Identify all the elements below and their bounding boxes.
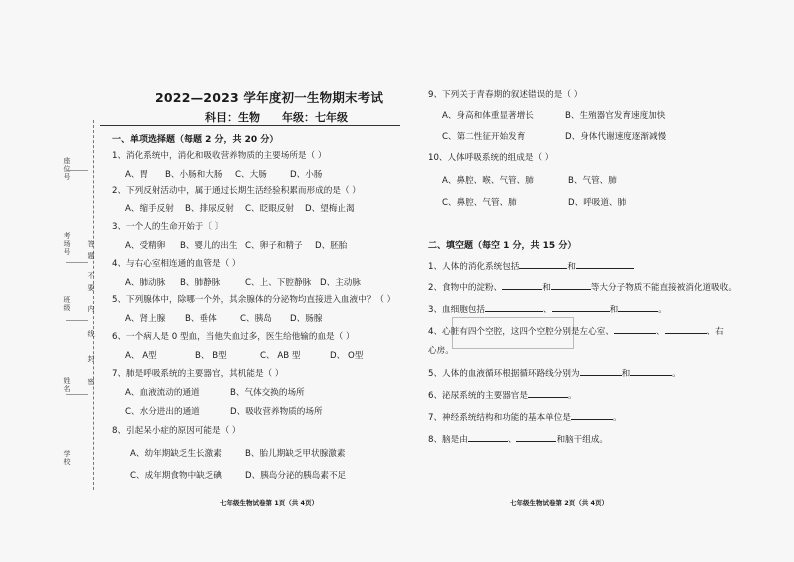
answer-blank[interactable] [502, 280, 542, 290]
option: A、幼年期缺乏生长激素 [130, 449, 222, 459]
answer-blank[interactable] [614, 324, 656, 334]
fill-line [66, 320, 88, 321]
question-stem: 3、一个人的生命开始于〔 〕 [112, 222, 224, 232]
header-divider [100, 125, 400, 126]
fill-text: 和 [621, 369, 631, 379]
fill-text: 5、人体的血液循环根据循环路线分别为 [428, 369, 580, 379]
name-label: 姓名 [63, 377, 71, 393]
option: D、呼吸道、肺 [568, 198, 627, 208]
option: A、胃 [125, 170, 149, 180]
option: D、吸收营养物质的场所 [230, 407, 323, 417]
fill-question [428, 324, 724, 337]
fill-text: 2、食物中的淀粉、 [428, 283, 503, 293]
option: D、胰岛分泌的胰岛素不足 [245, 471, 347, 481]
option: A、 A型 [125, 351, 157, 361]
option: D、身体代谢速度逐渐减慢 [565, 132, 667, 142]
fill-text: 和 [609, 305, 619, 315]
fill-text-continued: 心房。 [428, 346, 454, 356]
fill-text: 6、泌尿系统的主要器官是 [428, 391, 528, 401]
fill-line [66, 394, 88, 395]
question-stem: 7、肺是呼吸系统的主要器官，其机能是（ ） [112, 369, 284, 379]
fill-line [66, 262, 88, 263]
seal-char: 内 [87, 305, 95, 313]
option: C、鼻腔、气管、肺 [442, 198, 517, 208]
school-label: 学校 [63, 450, 71, 466]
option: C、成年期食物中缺乏碘 [130, 471, 222, 481]
answer-blank[interactable] [580, 366, 622, 376]
option: C、水分进出的通道 [125, 407, 200, 417]
fill-text: 和脑干组成。 [556, 435, 609, 445]
seal-char: 密 [87, 378, 95, 386]
seal-char: 答 [87, 240, 95, 248]
class-label: 班级 [63, 296, 71, 312]
option: B、肺静脉 [180, 278, 221, 288]
grade-label: 年级：七年级 [282, 111, 348, 124]
option: B、排尿反射 [185, 204, 234, 214]
fill-question [428, 259, 634, 272]
answer-blank[interactable] [516, 432, 556, 442]
fill-question [428, 388, 577, 401]
answer-blank[interactable] [468, 432, 508, 442]
option: D、小肠 [290, 170, 323, 180]
option: A、缩手反射 [125, 204, 174, 214]
fill-text: 等大分子物质不能直接被消化道吸收。 [590, 283, 737, 293]
fill-text: 、右 [706, 327, 724, 337]
option: B、生殖器官发育速度加快 [565, 111, 666, 121]
option: B、气体交换的场所 [230, 388, 305, 398]
fill-question [428, 366, 681, 379]
option: D、肠腺 [290, 314, 323, 324]
seat-number-label: 座位号 [63, 157, 71, 181]
option: B、 B型 [195, 351, 227, 361]
option: C、第二性征开始发育 [442, 132, 526, 142]
fill-text: 。 [672, 369, 681, 379]
question-stem: 8、引起呆小症的原因可能是（ ） [112, 426, 241, 436]
option: C、眨眼反射 [245, 204, 294, 214]
question-stem: 10、人体呼吸系统的组成是（ ） [428, 153, 554, 163]
fill-text: 1、人体的消化系统包括 [428, 262, 520, 272]
answer-blank[interactable] [519, 259, 567, 269]
fill-question [428, 432, 608, 445]
page-footer: 七年级生物试卷第 1页（共 4页） [220, 499, 319, 507]
option: A、肺动脉 [125, 278, 166, 288]
subject-label: 科目：生物 [205, 111, 260, 124]
fill-text: 4、心脏有四个空腔，这四个空腔分别是左心室、 [428, 327, 614, 337]
option: C、上、下腔静脉 [245, 278, 312, 288]
answer-blank[interactable] [551, 280, 591, 290]
question-stem: 2、下列反射活动中，属于通过长期生活经验积累而形成的是（ ） [112, 186, 361, 196]
fill-text: 和 [567, 262, 577, 272]
question-stem: 1、消化系统中，消化和吸收营养物质的主要场所是（ ） [112, 151, 327, 161]
option: A、鼻腔、喉、气管、肺 [442, 176, 534, 186]
fill-text: 。 [658, 305, 667, 315]
option: B、胎儿期缺乏甲状腺激素 [245, 449, 346, 459]
fill-question [428, 410, 622, 423]
answer-blank[interactable] [665, 324, 707, 334]
answer-blank[interactable] [576, 259, 634, 269]
option: B、气管、肺 [568, 176, 617, 186]
option: C、 AB 型 [260, 351, 301, 361]
question-stem: 6、一个病人是 0 型血，当他失血过多，医生给他输的血是（ ） [112, 332, 355, 342]
fill-question [428, 302, 667, 315]
section1-title: 一、单项选择题（每题 2 分，共 20 分） [112, 135, 279, 145]
option: A、受精卵 [125, 241, 166, 251]
answer-blank[interactable] [618, 302, 658, 312]
option: B、垂体 [185, 314, 217, 324]
section2-title: 二、填空题（每空 1 分，共 15 分） [428, 241, 577, 251]
seal-char: 线 [87, 330, 95, 338]
option: A、肾上腺 [125, 314, 166, 324]
fill-text: 、 [655, 327, 665, 337]
option: C、卵子和精子 [245, 241, 303, 251]
question-stem: 9、下列关于青春期的叙述错误的是（ ） [428, 90, 583, 100]
seal-char: 题 [87, 252, 95, 260]
fill-text: 。 [612, 413, 622, 423]
option: D、主动脉 [320, 278, 361, 288]
option: D、胚胎 [315, 241, 348, 251]
seal-char: 封 [87, 355, 95, 363]
option: D、望梅止渴 [305, 204, 355, 214]
seal-char: 不 [87, 272, 95, 280]
answer-blank[interactable] [552, 302, 610, 312]
page-footer: 七年级生物试卷第 2页（共 4页） [510, 499, 609, 507]
option: C、胰岛 [240, 314, 272, 324]
fill-text: 7、神经系统结构和功能的基本单位是 [428, 413, 571, 423]
fill-text: 、 [543, 305, 552, 315]
fill-line [66, 170, 88, 171]
fill-question [428, 280, 737, 293]
answer-blank[interactable] [630, 366, 672, 376]
option: A、血液流动的通道 [125, 388, 200, 398]
exam-room-label: 考场号 [63, 232, 71, 256]
answer-blank[interactable] [485, 302, 543, 312]
option: A、身高和体重显著增长 [442, 111, 534, 121]
answer-blank[interactable] [571, 410, 613, 420]
exam-title: 2022—2023 学年度初一生物期末考试 [155, 90, 384, 105]
question-stem: 4、与右心室相连通的血管是（ ） [112, 259, 241, 269]
fill-text: 。 [568, 391, 577, 401]
fill-text: 8、脑是由 [428, 435, 468, 445]
answer-blank[interactable] [528, 388, 568, 398]
question-stem: 5、下列腺体中，除哪一个外，其余腺体的分泌物均直接进入血液中？（ ） [112, 295, 396, 305]
fill-text: 、 [507, 435, 517, 445]
option: B、婴儿的出生 [180, 241, 238, 251]
option: C、大肠 [235, 170, 267, 180]
fill-text: 3、血细胞包括 [428, 305, 486, 315]
option: B、小肠和大肠 [165, 170, 223, 180]
seal-char: 要 [87, 284, 95, 292]
option: D、 O型 [330, 351, 364, 361]
fill-text: 和 [542, 283, 551, 293]
